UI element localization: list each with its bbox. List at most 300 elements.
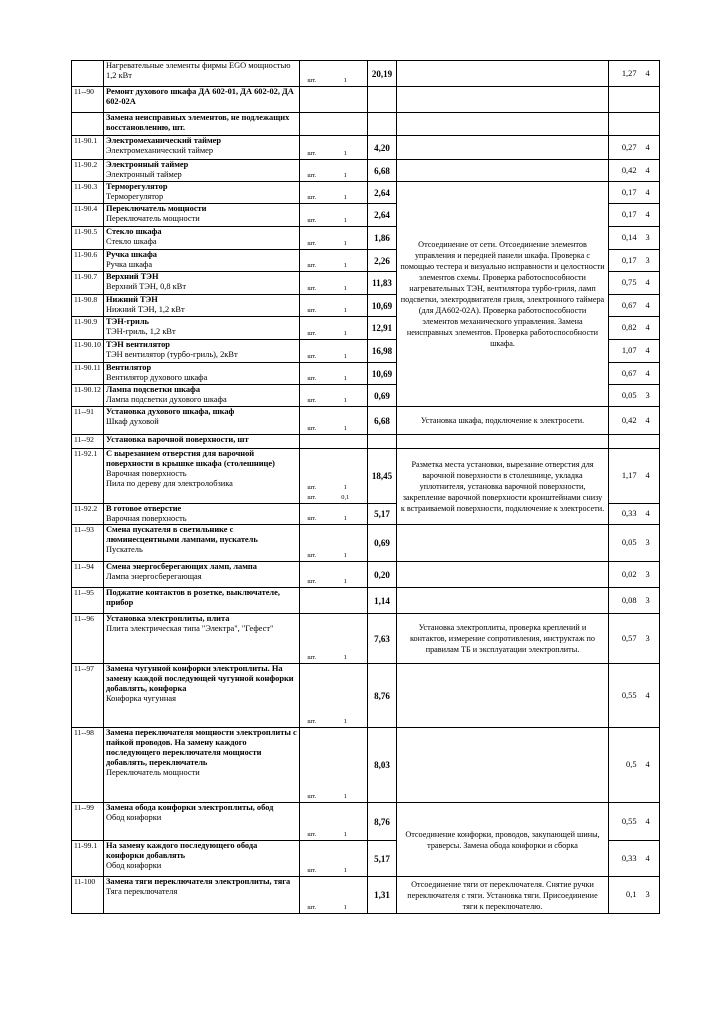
quantity-cell [324, 227, 368, 250]
price-cell: 0,20 [368, 562, 397, 588]
unit-cell [300, 504, 324, 525]
work-title: Нижний ТЭН [106, 295, 158, 304]
row-title [104, 182, 300, 204]
quantity-value: 1 [343, 718, 347, 725]
row-title [104, 728, 300, 803]
work-title: С вырезанием отверстия для варочной поверхности в крышке шкафа (столешнице) [106, 449, 275, 468]
unit-value: шт. [307, 831, 317, 838]
quantity-value: 1 [343, 831, 347, 838]
row-code: 11-90.1 [72, 136, 104, 160]
unit-value: шт. [307, 330, 317, 337]
quantity-cell [324, 562, 368, 588]
quantity-value: 1 [343, 77, 347, 84]
row-title [104, 525, 300, 562]
quantity-value: 1 [343, 515, 347, 522]
row-title [104, 664, 300, 728]
price-cell: 12,91 [368, 317, 397, 340]
unit-value: шт. [307, 484, 317, 491]
unit-value: шт. [307, 285, 317, 292]
price-cell: 20,19 [368, 61, 397, 87]
quantity-value: 1 [343, 375, 347, 382]
quantity-value: 1 [343, 867, 347, 874]
quantity-cell [324, 182, 368, 204]
quantity-cell [324, 407, 368, 435]
quantity-cell [324, 136, 368, 160]
row-code: 11-100 [72, 877, 104, 914]
row-code: 11--94 [72, 562, 104, 588]
time-norm [609, 87, 640, 113]
row-title [104, 614, 300, 664]
unit-cell [300, 317, 324, 340]
material-name: Обод конфорки [106, 861, 162, 870]
material-name: Стекло шкафа [106, 237, 157, 246]
row-title [104, 61, 300, 87]
row-code: 11-90.7 [72, 272, 104, 295]
quantity-cell [324, 877, 368, 914]
price-cell: 5,17 [368, 841, 397, 877]
quantity-cell [324, 385, 368, 407]
time-norm: 1,07 [609, 340, 640, 363]
table-row [72, 435, 660, 449]
row-code: 11--96 [72, 614, 104, 664]
work-title: Замена неисправных элементов, не подлежащих восстановлению, шт. [106, 113, 290, 132]
material-name: Пускатель [106, 545, 143, 554]
unit-cell [300, 562, 324, 588]
material-name: Переключатель мощности [106, 214, 200, 223]
quantity-cell [324, 295, 368, 317]
row-code: 11-90.6 [72, 250, 104, 272]
material-name: Терморегулятор [106, 192, 164, 201]
work-description: Установка электроплиты, проверка креплений и контактов, измерение сопротивления, инструктаж по правилам ТБ и эксплуатации электроплиты. [397, 614, 609, 664]
material-name: Пила по дереву для электролобзика [106, 479, 233, 488]
table-row [72, 877, 660, 914]
row-title [104, 449, 300, 504]
unit-cell [300, 227, 324, 250]
row-code: 11-90.11 [72, 363, 104, 385]
quantity-cell [324, 272, 368, 295]
quantity-value: 1 [343, 578, 347, 585]
work-title: Электромеханический таймер [106, 136, 222, 145]
unit-value: шт. [307, 425, 317, 432]
price-cell: 6,68 [368, 407, 397, 435]
work-title: Замена обода конфорки электроплиты, обод [106, 803, 274, 812]
quantity-value: 1 [343, 484, 347, 491]
unit-cell [300, 407, 324, 435]
grade-cell [640, 435, 660, 449]
row-title [104, 317, 300, 340]
table-row [72, 449, 660, 504]
time-norm: 1,17 [609, 449, 640, 504]
material-name: Ручка шкафа [106, 260, 153, 269]
work-title: Замена переключателя мощности электроплиты с пайкой проводов. На замену каждого последующего переключателя мощности добавлять, переключатель [106, 728, 297, 767]
grade-cell: 4 [640, 363, 660, 385]
price-cell: 4,20 [368, 136, 397, 160]
time-norm: 0,17 [609, 204, 640, 227]
row-code: 11-90.4 [72, 204, 104, 227]
table-row [72, 525, 660, 562]
work-description: Установка шкафа, подключение к электросети. [397, 407, 609, 435]
material-name: Лампа энергосберегающая [106, 572, 202, 581]
time-norm: 0,14 [609, 227, 640, 250]
time-norm: 0,1 [609, 877, 640, 914]
time-norm: 0,02 [609, 562, 640, 588]
unit-value: шт. [307, 793, 317, 800]
quantity-cell [324, 87, 368, 113]
row-code: 11--98 [72, 728, 104, 803]
row-code: 11-90.3 [72, 182, 104, 204]
time-norm: 0,42 [609, 160, 640, 182]
time-norm: 0,05 [609, 385, 640, 407]
unit-cell [300, 61, 324, 87]
row-title [104, 160, 300, 182]
grade-cell [640, 113, 660, 136]
work-description [397, 435, 609, 449]
material-name: Варочная поверхность [106, 469, 187, 478]
work-title: ТЭН-гриль [106, 317, 149, 326]
quantity-value: 1 [343, 793, 347, 800]
unit-cell [300, 250, 324, 272]
time-norm: 0,5 [609, 728, 640, 803]
quantity-cell [324, 728, 368, 803]
price-cell: 7,63 [368, 614, 397, 664]
grade-cell: 4 [640, 61, 660, 87]
work-description [397, 87, 609, 113]
unit-cell [300, 113, 324, 136]
time-norm: 0,17 [609, 182, 640, 204]
row-code: 11--91 [72, 407, 104, 435]
quantity-cell [324, 803, 368, 841]
price-cell: 10,69 [368, 363, 397, 385]
work-title: Смена энергосберегающих ламп, лампа [106, 562, 257, 571]
grade-cell: 3 [640, 385, 660, 407]
work-title: Лампа подсветки шкафа [106, 385, 201, 394]
row-title [104, 340, 300, 363]
unit-value: шт. [307, 552, 317, 559]
unit-cell [300, 160, 324, 182]
grade-cell: 3 [640, 588, 660, 614]
row-title [104, 136, 300, 160]
price-cell: 0,69 [368, 525, 397, 562]
row-code [72, 61, 104, 87]
grade-cell: 4 [640, 272, 660, 295]
quantity-value: 1 [343, 172, 347, 179]
unit-value: шт. [307, 262, 317, 269]
quantity-value: 1 [343, 150, 347, 157]
work-description [397, 562, 609, 588]
material-name: Верхний ТЭН, 0,8 кВт [106, 282, 186, 291]
unit-value: шт. [307, 515, 317, 522]
time-norm: 0,55 [609, 664, 640, 728]
unit-value: шт. [307, 353, 317, 360]
unit-cell [300, 340, 324, 363]
grade-cell: 3 [640, 250, 660, 272]
quantity-cell [324, 363, 368, 385]
time-norm: 0,08 [609, 588, 640, 614]
time-norm: 0,33 [609, 504, 640, 525]
price-cell: 0,69 [368, 385, 397, 407]
unit-value: шт. [307, 494, 317, 501]
unit-value: шт. [307, 904, 317, 911]
grade-cell: 4 [640, 160, 660, 182]
table-row [72, 614, 660, 664]
quantity-cell [324, 841, 368, 877]
quantity-cell [324, 449, 368, 504]
price-cell: 1,86 [368, 227, 397, 250]
material-name: Плита электрическая типа "Электра", "Гефест" [106, 624, 274, 633]
work-title: Поджатие контактов в розетке, выключателе, прибор [106, 588, 280, 607]
quantity-value: 1 [343, 194, 347, 201]
unit-cell [300, 435, 324, 449]
time-norm: 0,42 [609, 407, 640, 435]
time-norm: 0,75 [609, 272, 640, 295]
unit-cell [300, 588, 324, 614]
price-table [71, 60, 660, 914]
row-code: 11--92 [72, 435, 104, 449]
quantity-value: 1 [343, 240, 347, 247]
row-code: 11-90.9 [72, 317, 104, 340]
grade-cell: 4 [640, 340, 660, 363]
price-cell: 1,31 [368, 877, 397, 914]
unit-cell [300, 803, 324, 841]
work-title: Стекло шкафа [106, 227, 162, 236]
quantity-cell [324, 664, 368, 728]
quantity-cell [324, 61, 368, 87]
table-row [72, 87, 660, 113]
unit-cell [300, 525, 324, 562]
work-description: Разметка места установки, вырезание отверстия для варочной поверхности в столешнице, укладка уплотнителя, установка варочной поверхности, закрепление варочной поверхности кронштейнами снизу к встраиваемой поверхности, подключение к электросети. [397, 449, 609, 525]
unit-value: шт. [307, 397, 317, 404]
work-title: Смена пускателя в светильнике с люминесцентными лампами, пускатель [106, 525, 258, 544]
work-description [397, 113, 609, 136]
quantity-value: 1 [343, 552, 347, 559]
row-code: 11--93 [72, 525, 104, 562]
time-norm: 0,33 [609, 841, 640, 877]
work-title: Электронный таймер [106, 160, 189, 169]
grade-cell: 4 [640, 504, 660, 525]
unit-cell [300, 136, 324, 160]
row-title [104, 272, 300, 295]
material-name: Лампа подсветки духового шкафа [106, 395, 227, 404]
row-title [104, 113, 300, 136]
table-body [72, 61, 660, 914]
row-title [104, 385, 300, 407]
material-name: Обод конфорки [106, 813, 162, 822]
price-cell: 8,76 [368, 664, 397, 728]
price-cell [368, 113, 397, 136]
quantity-value: 1 [343, 654, 347, 661]
unit-cell [300, 182, 324, 204]
price-cell: 16,98 [368, 340, 397, 363]
time-norm: 0,55 [609, 803, 640, 841]
row-title [104, 877, 300, 914]
quantity-cell [324, 614, 368, 664]
unit-cell [300, 728, 324, 803]
price-cell: 10,69 [368, 295, 397, 317]
row-title [104, 250, 300, 272]
row-code: 11-90.12 [72, 385, 104, 407]
time-norm: 0,27 [609, 136, 640, 160]
quantity-cell [324, 340, 368, 363]
grade-cell: 4 [640, 728, 660, 803]
row-title [104, 227, 300, 250]
work-description [397, 664, 609, 728]
material-name: ТЭН-гриль, 1,2 кВт [106, 327, 176, 336]
quantity-cell [324, 160, 368, 182]
material-name: Тяга переключателя [106, 887, 178, 896]
material-name: Электромеханический таймер [106, 146, 214, 155]
price-cell: 8,03 [368, 728, 397, 803]
grade-cell: 4 [640, 317, 660, 340]
material-name: Варочная поверхность [106, 514, 187, 523]
quantity-cell [324, 317, 368, 340]
row-title [104, 435, 300, 449]
price-cell: 8,76 [368, 803, 397, 841]
work-title: Замена тяги переключателя электроплиты, тяга [106, 877, 291, 886]
row-title [104, 363, 300, 385]
price-cell [368, 435, 397, 449]
grade-cell: 4 [640, 407, 660, 435]
material-name: Конфорка чугунная [106, 694, 176, 703]
unit-cell [300, 841, 324, 877]
unit-cell [300, 877, 324, 914]
price-cell [368, 87, 397, 113]
price-cell: 6,68 [368, 160, 397, 182]
unit-value: шт. [307, 375, 317, 382]
table-row [72, 588, 660, 614]
work-title: Верхний ТЭН [106, 272, 159, 281]
grade-cell: 4 [640, 295, 660, 317]
work-title: В готовое отверстие [106, 504, 182, 513]
unit-value: шт. [307, 654, 317, 661]
unit-cell [300, 664, 324, 728]
table-row [72, 407, 660, 435]
grade-cell: 4 [640, 182, 660, 204]
table-row [72, 136, 660, 160]
time-norm: 0,05 [609, 525, 640, 562]
unit-cell [300, 614, 324, 664]
unit-cell [300, 272, 324, 295]
grade-cell: 4 [640, 803, 660, 841]
unit-value: шт. [307, 867, 317, 874]
grade-cell: 4 [640, 449, 660, 504]
table-row [72, 160, 660, 182]
time-norm: 0,67 [609, 363, 640, 385]
row-title [104, 841, 300, 877]
quantity-cell [324, 504, 368, 525]
table-row [72, 113, 660, 136]
table-row [72, 182, 660, 204]
quantity-value: 1 [343, 285, 347, 292]
work-description [397, 728, 609, 803]
row-code: 11-90.2 [72, 160, 104, 182]
table-row [72, 803, 660, 841]
unit-cell [300, 385, 324, 407]
time-norm: 0,67 [609, 295, 640, 317]
unit-value: шт. [307, 172, 317, 179]
quantity-value: 1 [343, 397, 347, 404]
price-cell: 5,17 [368, 504, 397, 525]
quantity-value: 1 [343, 217, 347, 224]
quantity-value: 1 [343, 425, 347, 432]
work-description [397, 61, 609, 87]
row-code: 11--90 [72, 87, 104, 113]
row-title [104, 407, 300, 435]
work-description [397, 588, 609, 614]
row-title [104, 87, 300, 113]
row-code: 11-90.10 [72, 340, 104, 363]
quantity-cell [324, 588, 368, 614]
row-code: 11-99.1 [72, 841, 104, 877]
row-title [104, 588, 300, 614]
grade-cell: 4 [640, 664, 660, 728]
quantity-cell [324, 250, 368, 272]
grade-cell [640, 87, 660, 113]
quantity-value: 0,1 [341, 494, 350, 501]
grade-cell: 3 [640, 614, 660, 664]
quantity-cell [324, 525, 368, 562]
price-cell: 1,14 [368, 588, 397, 614]
material-name: ТЭН вентилятор (турбо-гриль), 2кВт [106, 350, 238, 359]
work-title: На замену каждого последующего обода конфорки добавлять [106, 841, 258, 860]
price-cell: 18,45 [368, 449, 397, 504]
row-title [104, 504, 300, 525]
work-title: Установка духового шкафа, шкаф [106, 407, 235, 416]
unit-cell [300, 295, 324, 317]
work-title: Установка варочной поверхности, шт [106, 435, 249, 444]
row-title [104, 803, 300, 841]
row-title [104, 204, 300, 227]
table-row [72, 664, 660, 728]
work-title: Ручка шкафа [106, 250, 157, 259]
work-title: Замена чугунной конфорки электроплиты. На замену каждой последующей чугунной конфорки добавлять, конфорка [106, 664, 294, 693]
row-code: 11-90.8 [72, 295, 104, 317]
price-cell: 2,26 [368, 250, 397, 272]
unit-value: шт. [307, 578, 317, 585]
material-name: Переключатель мощности [106, 768, 200, 777]
row-code: 11-90.5 [72, 227, 104, 250]
time-norm: 0,82 [609, 317, 640, 340]
unit-value: шт. [307, 718, 317, 725]
row-code: 11--95 [72, 588, 104, 614]
table-row [72, 61, 660, 87]
time-norm: 1,27 [609, 61, 640, 87]
unit-value: шт. [307, 77, 317, 84]
price-cell: 2,64 [368, 182, 397, 204]
grade-cell: 4 [640, 841, 660, 877]
price-cell: 11,83 [368, 272, 397, 295]
table-row [72, 562, 660, 588]
work-description: Отсоединение тяги от переключателя. Снятие ручки переключателя с тяги. Установка тяги. Присоединение тяги к переключателю. [397, 877, 609, 914]
time-norm: 0,57 [609, 614, 640, 664]
row-code: 11-92.2 [72, 504, 104, 525]
unit-cell [300, 87, 324, 113]
unit-cell [300, 363, 324, 385]
grade-cell: 4 [640, 204, 660, 227]
unit-value: шт. [307, 240, 317, 247]
material-name: Электронный таймер [106, 170, 182, 179]
work-description [397, 160, 609, 182]
price-cell: 2,64 [368, 204, 397, 227]
quantity-value: 1 [343, 262, 347, 269]
work-title: Вентилятор [106, 363, 152, 372]
row-title [104, 562, 300, 588]
quantity-cell [324, 113, 368, 136]
material-name: Вентилятор духового шкафа [106, 373, 208, 382]
row-code: 11--99 [72, 803, 104, 841]
unit-cell [300, 449, 324, 504]
quantity-value: 1 [343, 307, 347, 314]
work-title: Ремонт духового шкафа ДА 602-01, ДА 602-02, ДА 602-02А [106, 87, 294, 106]
